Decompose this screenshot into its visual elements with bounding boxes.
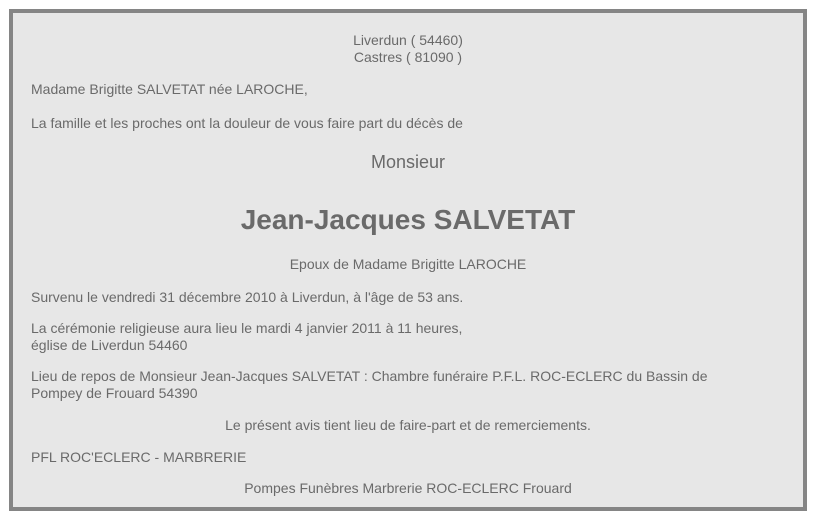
deceased-name: Jean-Jacques SALVETAT xyxy=(240,204,576,235)
rest-place-line-1: Lieu de repos de Monsieur Jean-Jacques SALVETAT : Chambre funéraire P.F.L. ROC-ECLERC du Bassin de xyxy=(31,368,708,384)
notice-statement: Le présent avis tient lieu de faire-part et de remerciements. xyxy=(225,417,591,433)
footer-provider: Pompes Funèbres Marbrerie ROC-ECLERC Frouard xyxy=(244,480,572,496)
obituary-notice xyxy=(9,9,807,511)
header-location-liverdun: Liverdun ( 54460) xyxy=(353,32,463,48)
rest-place-line-2: Pompey de Frouard 54390 xyxy=(31,385,198,401)
announcement-line: La famille et les proches ont la douleur de vous faire part du décès de xyxy=(31,115,463,131)
provider-line: PFL ROC'ECLERC - MARBRERIE xyxy=(31,449,247,465)
honorific-title: Monsieur xyxy=(370,152,446,172)
ceremony-line-2: église de Liverdun 54460 xyxy=(31,337,188,353)
addressee-line: Madame Brigitte SALVETAT née LAROCHE, xyxy=(31,81,308,97)
ceremony-line-1: La cérémonie religieuse aura lieu le mardi 4 janvier 2011 à 11 heures, xyxy=(31,320,463,336)
death-date-line: Survenu le vendredi 31 décembre 2010 à Liverdun, à l'âge de 53 ans. xyxy=(31,289,464,305)
spouse-line: Epoux de Madame Brigitte LAROCHE xyxy=(289,256,527,272)
header-location-castres: Castres ( 81090 ) xyxy=(353,49,463,65)
